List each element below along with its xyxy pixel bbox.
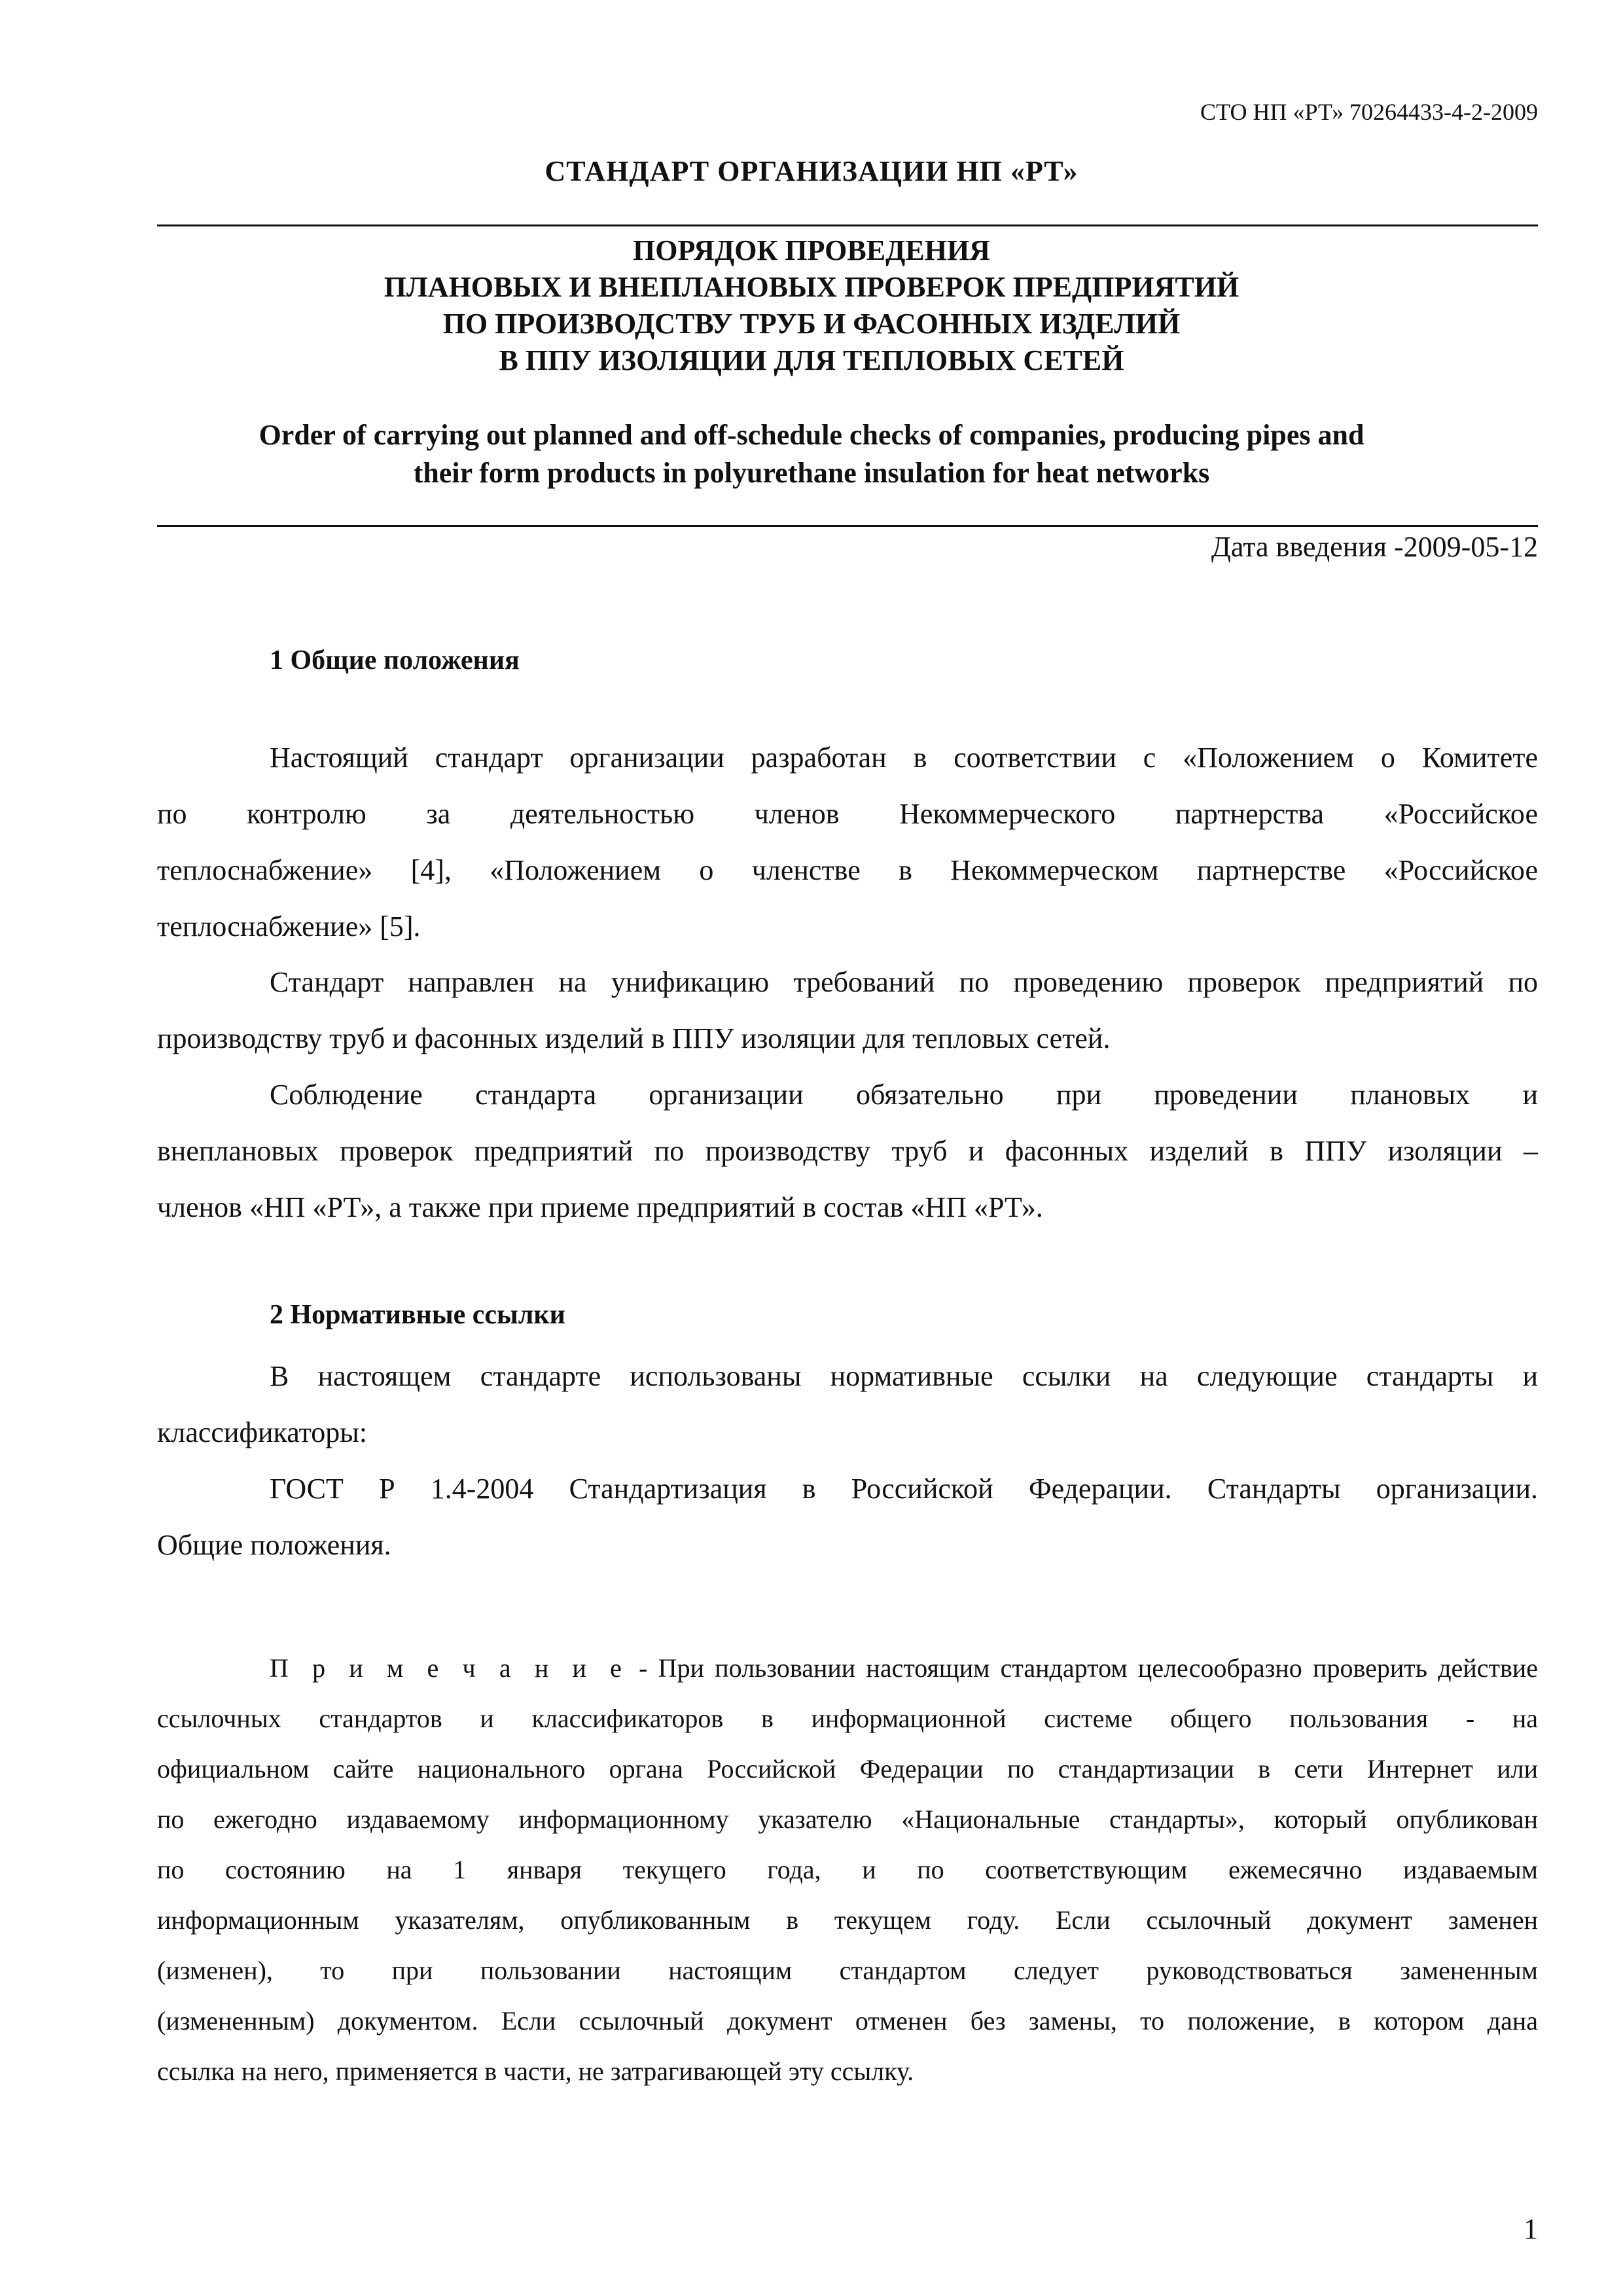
note-block (157, 1643, 1538, 2096)
title-top-rule (157, 224, 1538, 226)
organization-title: СТАНДАРТ ОРГАНИЗАЦИИ НП «РТ» (544, 155, 1079, 187)
title-en-line: Order of carrying out planned and off-schedule checks of companies, producing pipes and (259, 419, 1364, 451)
text-line: Общие положения. (157, 1529, 391, 1561)
note-line: ссылочных стандартов и классификаторов в информационной системе общего пользования - на (157, 1704, 1538, 1733)
introduction-date: Дата введения -2009-05-12 (1211, 531, 1538, 563)
title-ru-line: ПОРЯДОК ПРОВЕДЕНИЯ (633, 234, 990, 266)
title-bottom-rule (157, 525, 1538, 527)
text-line: Стандарт направлен на унификацию требований по проведению проверок предприятий по (270, 966, 1538, 998)
note-line: официальном сайте национального органа Российской Федерации по стандартизации в сети Интернет или (157, 1754, 1538, 1784)
text-line: по контролю за деятельностью членов Некоммерческого партнерства «Российское (157, 798, 1538, 830)
note-line: информационным указателям, опубликованным в текущем году. Если ссылочный документ заменен (157, 1905, 1538, 1935)
paragraph (157, 1348, 1538, 1461)
section-2-heading: 2 Нормативные ссылки (270, 1300, 565, 1330)
document-title-ru (0, 232, 1623, 379)
note-line: (измененным) документом. Если ссылочный документ отменен без замены, то положение, в котором дана (157, 2006, 1538, 2036)
document-code: СТО НП «РТ» 70264433-4-2-2009 (1200, 99, 1538, 125)
text-line: производству труб и фасонных изделий в ППУ изоляции для тепловых сетей. (157, 1022, 1111, 1054)
note-line: по ежегодно издаваемому информационному указателю «Национальные стандарты», который опубликован (157, 1804, 1538, 1834)
text-line: внеплановых проверок предприятий по производству труб и фасонных изделий в ППУ изоляции – (157, 1135, 1538, 1167)
text-line: теплоснабжение» [4], «Положением о членстве в Некоммерческом партнерстве «Российское (157, 854, 1538, 886)
text-line: членов «НП «РТ», а также при приеме предприятий в состав «НП «РТ». (157, 1191, 1043, 1223)
title-en-line: their form products in polyurethane insulation for heat networks (413, 457, 1210, 489)
note-line (157, 1643, 1538, 1693)
text-line: теплоснабжение» [5]. (157, 910, 421, 942)
title-ru-line: В ППУ ИЗОЛЯЦИИ ДЛЯ ТЕПЛОВЫХ СЕТЕЙ (499, 344, 1124, 376)
paragraph (157, 1461, 1538, 1573)
note-line: ссылка на него, применяется в части, не затрагивающей эту ссылку. (157, 2056, 914, 2086)
text-line: Соблюдение стандарта организации обязательно при проведении плановых и (270, 1079, 1538, 1111)
page-number: 1 (1524, 2213, 1538, 2245)
text-line: ГОСТ Р 1.4-2004 Стандартизация в Российской Федерации. Стандарты организации. (270, 1473, 1538, 1505)
paragraph (157, 954, 1538, 1067)
title-ru-line: ПО ПРОИЗВОДСТВУ ТРУБ И ФАСОННЫХ ИЗДЕЛИЙ (442, 308, 1181, 340)
note-line: (изменен), то при пользовании настоящим стандартом следует руководствоваться замененным (157, 1956, 1538, 1985)
title-ru-line: ПЛАНОВЫХ И ВНЕПЛАНОВЫХ ПРОВЕРОК ПРЕДПРИЯТИЙ (383, 271, 1240, 303)
paragraph (157, 1067, 1538, 1236)
section-1-heading: 1 Общие положения (270, 645, 520, 675)
paragraph (157, 730, 1538, 955)
document-title-en (0, 416, 1623, 492)
text-line: Настоящий стандарт организации разработан в соответствии с «Положением о Комитете (270, 742, 1538, 774)
text-line: В настоящем стандарте использованы нормативные ссылки на следующие стандарты и (270, 1360, 1538, 1392)
note-text: - При пользовании настоящим стандартом целесообразно проверить действие (639, 1653, 1539, 1683)
note-line: по состоянию на 1 января текущего года, и по соответствующим ежемесячно издаваемым (157, 1855, 1538, 1884)
text-line: классификаторы: (157, 1416, 368, 1448)
note-label: П р и м е ч а н и е (270, 1653, 628, 1683)
